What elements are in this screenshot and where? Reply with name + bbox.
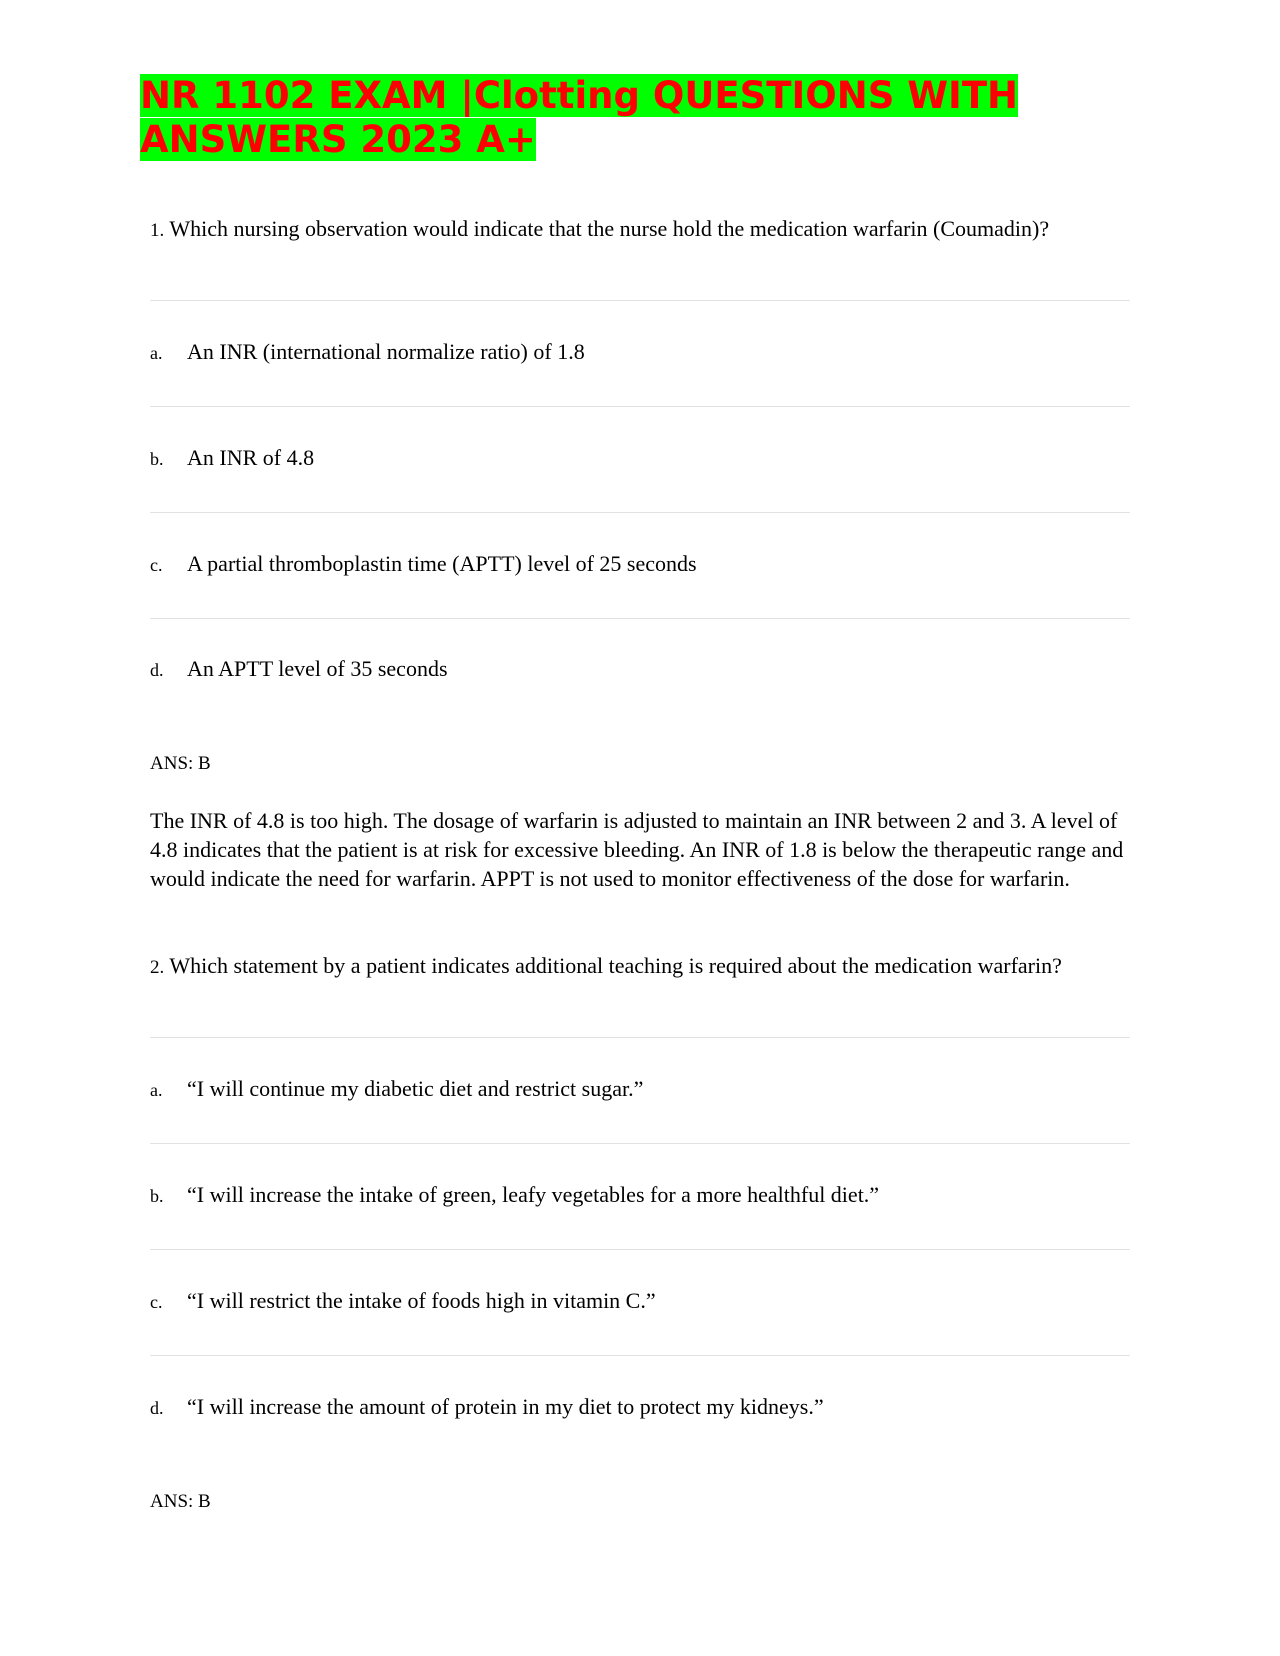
- option-letter: a.: [150, 343, 163, 363]
- question-2: [150, 951, 1130, 982]
- option-text: A partial thromboplastin time (APTT) level of 25 seconds: [187, 551, 697, 576]
- document-title-block: [140, 74, 1040, 162]
- question-number: 2.: [150, 957, 165, 978]
- divider: [150, 618, 1130, 619]
- divider: [150, 300, 1130, 301]
- question-1-option-d: [150, 654, 1130, 685]
- option-text: An INR of 4.8: [187, 445, 315, 470]
- question-1-option-b: [150, 443, 1130, 474]
- option-letter: a.: [150, 1080, 163, 1100]
- option-letter: c.: [150, 555, 163, 575]
- divider: [150, 1249, 1130, 1250]
- divider: [150, 406, 1130, 407]
- option-text: An INR (international normalize ratio) of 1.8: [187, 339, 585, 364]
- option-text: “I will continue my diabetic diet and restrict sugar.”: [187, 1076, 644, 1101]
- option-letter: c.: [150, 1292, 163, 1312]
- question-text: Which statement by a patient indicates additional teaching is required about the medication warfarin?: [169, 953, 1062, 978]
- option-letter: d.: [150, 660, 164, 680]
- question-1-option-c: [150, 549, 1130, 580]
- question-1: [150, 214, 1130, 245]
- document-title: NR 1102 EXAM |Clotting QUESTIONS WITH ANSWERS 2023 A+: [140, 74, 1019, 161]
- question-2-option-a: [150, 1074, 1130, 1105]
- option-text: “I will increase the amount of protein in my diet to protect my kidneys.”: [187, 1394, 824, 1419]
- option-letter: b.: [150, 1186, 164, 1206]
- option-text: “I will restrict the intake of foods high in vitamin C.”: [187, 1288, 656, 1313]
- divider: [150, 1037, 1130, 1038]
- question-1-answer: ANS: B: [150, 753, 211, 774]
- question-2-option-d: [150, 1392, 1130, 1423]
- divider: [150, 1143, 1130, 1144]
- question-text: Which nursing observation would indicate that the nurse hold the medication warfarin (Coumadin)?: [169, 216, 1050, 241]
- question-1-option-a: [150, 337, 1130, 368]
- question-2-answer: ANS: B: [150, 1491, 211, 1512]
- option-text: “I will increase the intake of green, leafy vegetables for a more healthful diet.”: [187, 1182, 880, 1207]
- question-2-option-c: [150, 1286, 1130, 1317]
- option-letter: d.: [150, 1398, 164, 1418]
- option-letter: b.: [150, 449, 164, 469]
- divider: [150, 1355, 1130, 1356]
- divider: [150, 512, 1130, 513]
- question-2-option-b: [150, 1180, 1130, 1211]
- option-text: An APTT level of 35 seconds: [187, 656, 448, 681]
- question-number: 1.: [150, 220, 165, 241]
- question-1-rationale: The INR of 4.8 is too high. The dosage of warfarin is adjusted to maintain an INR between 2 and 3. A level of 4.8 indicates that the patient is at risk for excessive bleeding. An INR of 1.8 is below the therapeutic range and would indicate the need for warfarin. APPT is not used to monitor effectiveness of the dose for warfarin.: [150, 808, 1124, 891]
